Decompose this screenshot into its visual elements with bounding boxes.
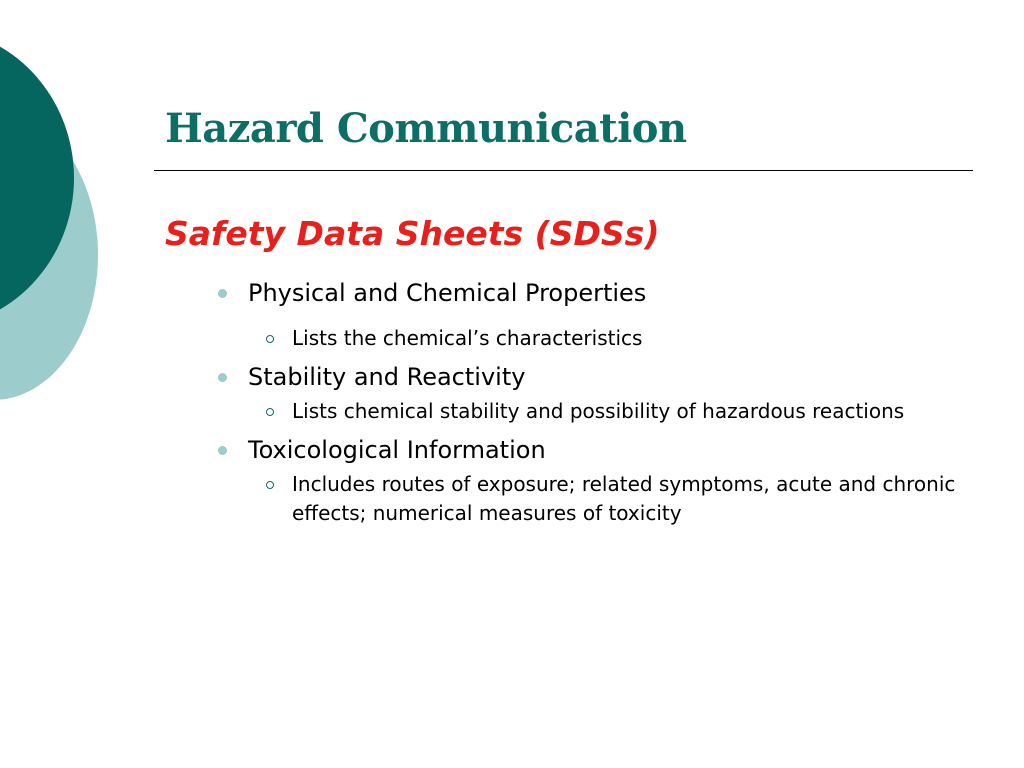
sub-bullet-item [248, 397, 972, 426]
bullet-dot-icon [218, 373, 227, 382]
slide-subtitle: Safety Data Sheets (SDSs) [165, 214, 660, 253]
slide-title: Hazard Communication [165, 105, 687, 152]
sub-bullet-ring-icon [266, 408, 274, 416]
sub-bullet-text: Lists the chemical’s characteristics [292, 326, 643, 350]
sub-bullet-ring-icon [266, 335, 274, 343]
sub-bullet-ring-icon [266, 481, 274, 489]
bullet-label: Toxicological Information [248, 436, 546, 464]
bullet-item [212, 277, 972, 309]
bullet-item [212, 361, 972, 393]
sub-bullet-text: Lists chemical stability and possibility of hazardous reactions [292, 399, 905, 423]
sub-bullet-text: Includes routes of exposure; related symptoms, acute and chronic effects; numerical measures of toxicity [292, 472, 956, 525]
bullet-dot-icon [218, 289, 227, 298]
sub-bullet-item [248, 470, 972, 528]
title-divider [154, 170, 973, 171]
bullet-dot-icon [218, 446, 227, 455]
sub-bullet-item [248, 324, 972, 353]
bullet-item [212, 434, 972, 466]
bullet-list [212, 277, 972, 528]
bullet-label: Physical and Chemical Properties [248, 279, 647, 307]
bullet-label: Stability and Reactivity [248, 363, 526, 391]
